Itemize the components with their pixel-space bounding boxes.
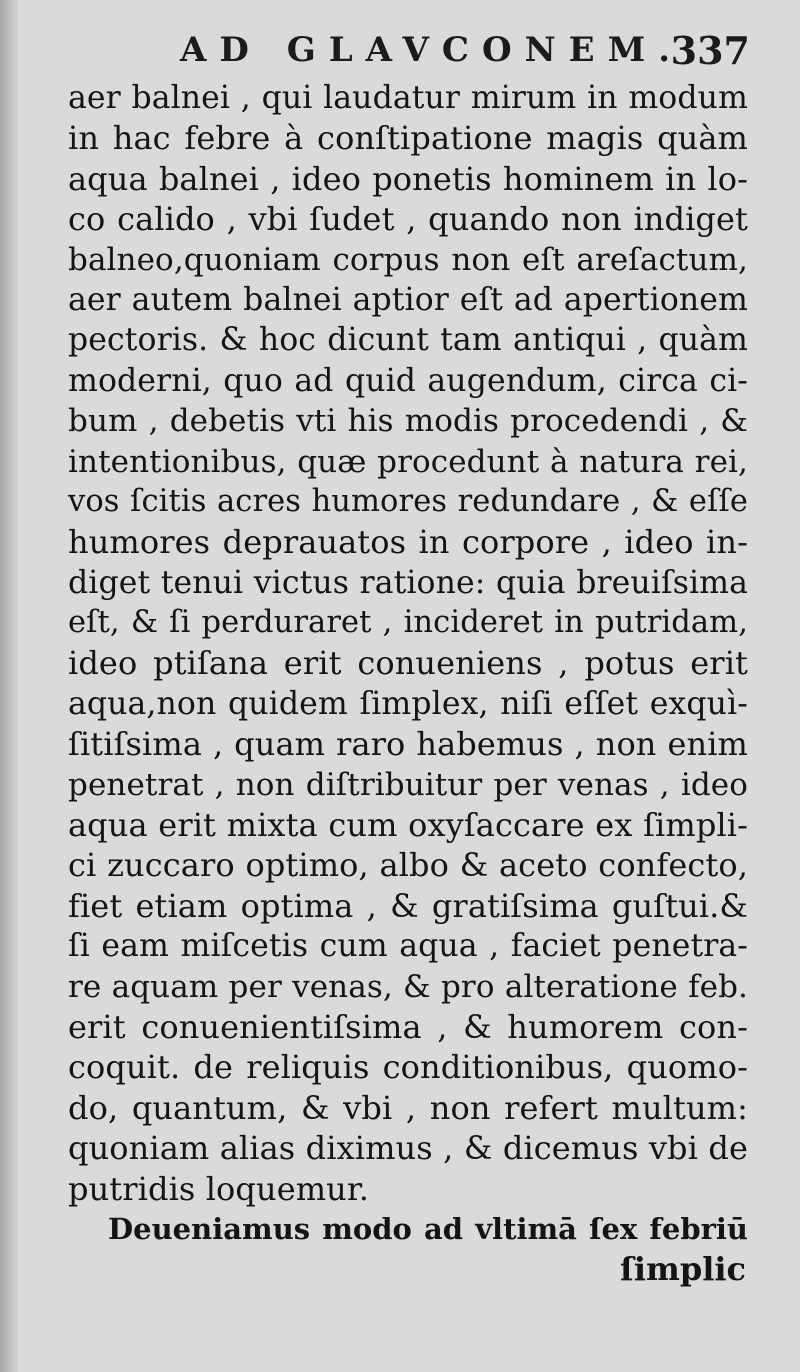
text-line: ideo ptiſana erit conueniens , potus erit: [68, 644, 748, 683]
text-line: erit conuenientiſsima , & humorem con-: [68, 1007, 748, 1046]
page-header: [70, 28, 750, 78]
text-line: in hac febre à conſtipatione magis quàm: [68, 119, 748, 158]
text-line: eſt, & ſi perduraret , incideret in putridam,: [68, 605, 748, 641]
text-line: do, quantum, & vbi , non refert multum:: [68, 1088, 748, 1127]
text-line: ſi eam miſcetis cum aqua , faciet penetra-: [68, 928, 748, 965]
text-line: quoniam alias diximus , & dicemus vbi de: [68, 1129, 748, 1168]
text-line: vos ſcitis acres humores redundare , & eſſe: [68, 483, 748, 519]
text-line: intentionibus, quæ procedunt à natura rei,: [68, 443, 748, 480]
text-line: aer balnei , qui laudatur mirum in modum: [68, 80, 748, 116]
text-line: re aquam per venas, & pro alteratione feb.: [68, 968, 748, 1005]
catchword: ſimplic: [620, 1250, 746, 1289]
text-line: moderni, quo ad quid augendum, circa ci-: [68, 362, 748, 399]
text-line: coquit. de reliquis conditionibus, quomo-: [68, 1048, 748, 1087]
text-line: diget tenui victus ratione: quia breuiſsima: [68, 564, 748, 601]
text-line: aqua balnei , ideo ponetis hominem in lo-: [68, 159, 748, 198]
text-line: aqua erit mixta cum oxyſaccare ex ſimpli-: [68, 806, 748, 845]
text-line: ci zuccaro optimo, albo & aceto confecto,: [68, 846, 748, 885]
page-number: 337: [670, 28, 750, 73]
text-line: balneo,quoniam corpus non eſt areſactum,: [68, 241, 748, 278]
text-line: bum , debetis vti his modis procedendi , &: [68, 403, 748, 440]
page-gutter-shadow: [0, 0, 18, 1372]
text-line: pectoris. & hoc dicunt tam antiqui , quàm: [68, 322, 748, 359]
text-line: ſitiſsima , quam raro habemus , non enim: [68, 725, 748, 764]
text-line: humores deprauatos in corpore , ideo in-: [68, 523, 748, 562]
body-text: [68, 78, 748, 1290]
text-line: aer autem balnei aptior eſt ad apertionem: [68, 281, 748, 318]
text-line-last: putridis loquemur.: [68, 1169, 370, 1208]
text-line: penetrat , non diſtribuitur per venas , ideo: [68, 766, 748, 803]
paragraph-start: Deueniamus modo ad vltimā ſex febriū: [108, 1211, 748, 1246]
text-line: aqua,non quidem ſimplex, niſi eſſet exquì-: [68, 685, 748, 722]
running-title: AD GLAVCONEM.: [180, 30, 684, 70]
text-line: co calido , vbi ſudet , quando non indiget: [68, 200, 748, 239]
text-line: fiet etiam optima , & gratiſsima guſtui.&: [68, 886, 748, 925]
